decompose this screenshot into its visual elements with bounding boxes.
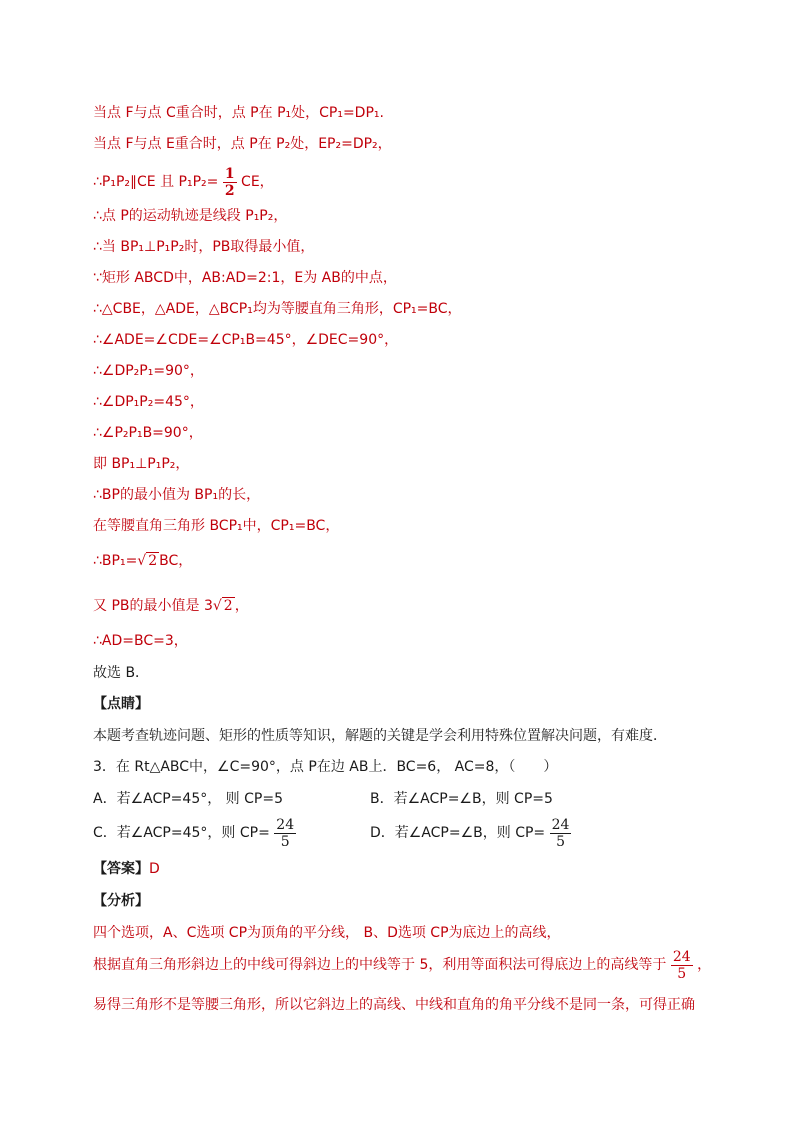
solution-line: ∵矩形 ABCD中，AB:AD=2:1，E为 AB的中点，	[93, 270, 397, 286]
solution-line-fraction	[93, 164, 274, 200]
option-d	[370, 815, 571, 851]
square-root: √ 2	[212, 598, 233, 614]
answer-value: D	[149, 861, 160, 877]
text-segment: ，	[234, 598, 249, 614]
option-c	[93, 815, 296, 851]
fraction	[274, 817, 296, 850]
fraction-numerator: 24	[276, 816, 295, 833]
solution-line: 当点 F与点 E重合时，点 P在 P₂处，EP₂=DP₂，	[93, 136, 392, 152]
text-segment: D．若∠ACP=∠B，则 CP=	[370, 825, 546, 841]
solution-line: ∴当 BP₁⊥P₁P₂时，PB取得最小值，	[93, 239, 315, 255]
solution-line: ∴∠DP₂P₁=90°，	[93, 363, 204, 379]
fraction-denominator: 2	[224, 182, 235, 199]
fraction-numerator: 1	[224, 165, 235, 182]
text-segment: 根据直角三角形斜边上的中线可得斜边上的中线等于 5，利用等面积法可得底边上的高线等于	[93, 957, 667, 973]
text-segment: CE，	[241, 174, 274, 190]
solution-line: 即 BP₁⊥P₁P₂，	[93, 456, 190, 472]
text-segment: ，	[697, 957, 712, 973]
fraction-denominator: 5	[280, 833, 290, 850]
solution-line: 在等腰直角三角形 BCP₁中，CP₁=BC，	[93, 518, 340, 534]
fraction-denominator: 5	[677, 965, 687, 982]
analysis-line-fraction	[93, 947, 711, 983]
question-stem: 3．在 Rt△ABC中，∠C=90°，点 P在边 AB上．BC=6， AC=8，（ ）	[93, 759, 558, 775]
text-segment: BC，	[159, 553, 193, 569]
solution-line: ∴∠P₂P₁B=90°，	[93, 425, 203, 441]
fraction-one-half	[223, 166, 237, 199]
review-heading: 【点睛】	[93, 696, 149, 712]
text-segment: C．若∠ACP=45°，则 CP=	[93, 825, 270, 841]
solution-line: ∴△CBE，△ADE，△BCP₁均为等腰直角三角形，CP₁=BC，	[93, 301, 462, 317]
review-text: 本题考查轨迹问题、矩形的性质等知识，解题的关键是学会利用特殊位置解决问题，有难度．	[93, 728, 667, 744]
fraction	[671, 949, 693, 982]
solution-line: ∴∠DP₁P₂=45°，	[93, 394, 204, 410]
text-segment: ∴P₁P₂∥CE 且 P₁P₂=	[93, 174, 219, 190]
radicand: 2	[223, 598, 233, 614]
solution-conclusion: 故选 B．	[93, 665, 150, 681]
analysis-line: 易得三角形不是等腰三角形，所以它斜边上的高线、中线和直角的角平分线不是同一条，可得正确	[93, 997, 695, 1013]
analysis-line: 四个选项，A、C选项 CP为顶角的平分线， B、D选项 CP为底边上的高线，	[93, 925, 561, 941]
answer-label: 【答案】	[93, 861, 149, 877]
solution-line-sqrt	[93, 597, 249, 615]
solution-line: 当点 F与点 C重合时，点 P在 P₁处，CP₁=DP₁.	[93, 105, 384, 121]
solution-line: ∴∠ADE=∠CDE=∠CP₁B=45°，∠DEC=90°，	[93, 332, 399, 348]
option-b: B．若∠ACP=∠B，则 CP=5	[370, 791, 553, 807]
analysis-heading: 【分析】	[93, 893, 149, 909]
solution-line: ∴点 P的运动轨迹是线段 P₁P₂，	[93, 208, 288, 224]
answer-line	[93, 860, 160, 878]
square-root: √ 2	[137, 553, 158, 569]
solution-line: ∴BP的最小值为 BP₁的长，	[93, 487, 261, 503]
fraction	[550, 817, 572, 850]
solution-line: ∴AD=BC=3，	[93, 633, 188, 649]
text-segment: ∴BP₁=	[93, 553, 138, 569]
radicand: 2	[148, 553, 158, 569]
text-segment: 又 PB的最小值是 3	[93, 598, 213, 614]
fraction-numerator: 24	[551, 816, 570, 833]
fraction-numerator: 24	[672, 948, 691, 965]
fraction-denominator: 5	[556, 833, 565, 850]
solution-line-sqrt	[93, 552, 192, 570]
option-a: A．若∠ACP=45°， 则 CP=5	[93, 791, 283, 807]
